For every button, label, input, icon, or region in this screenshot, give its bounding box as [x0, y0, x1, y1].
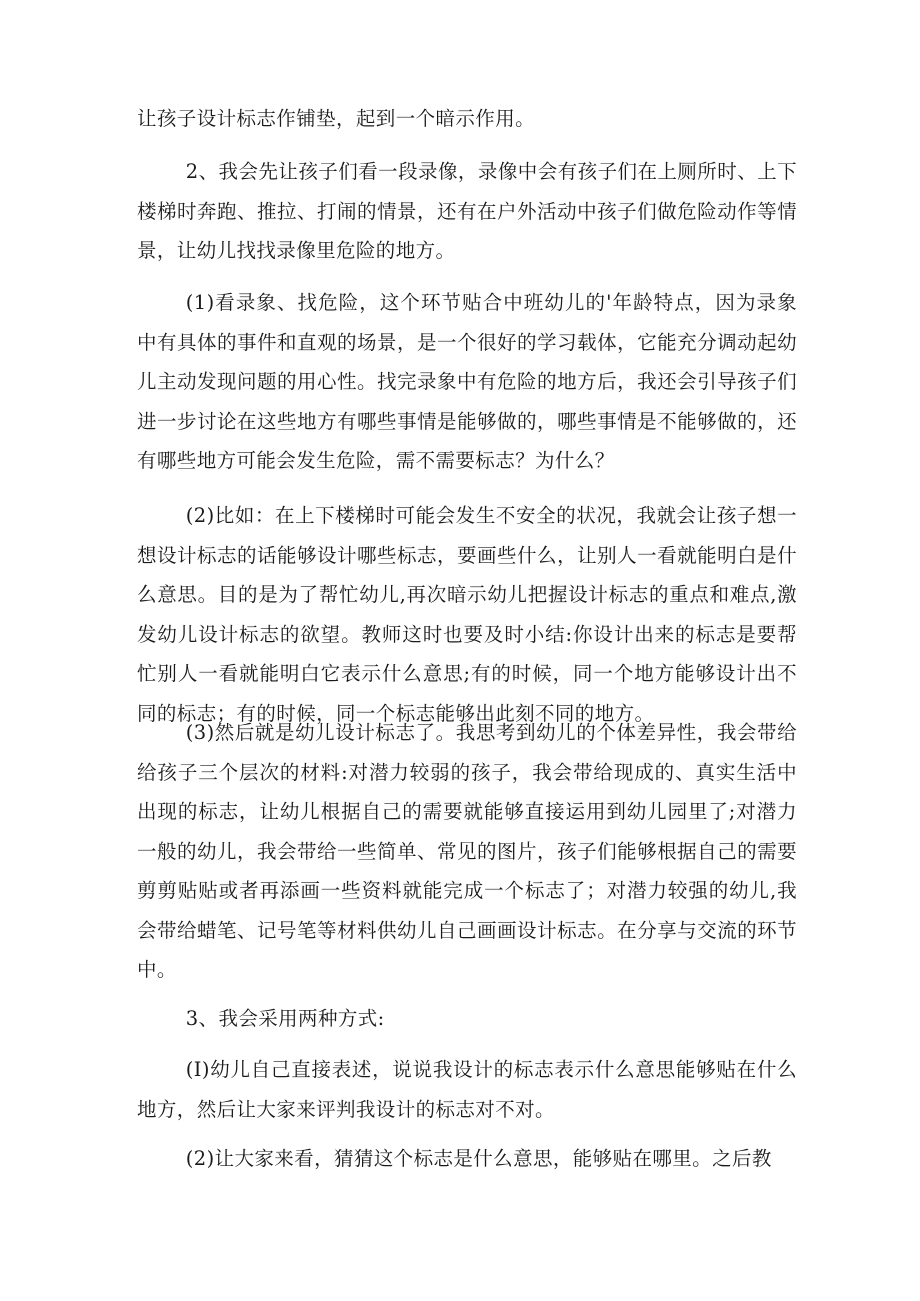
paragraph-item-3: (3)然后就是幼儿设计标志了。我思考到幼儿的个体差异性，我会带给给孩子三个层次的材料:对潜力较弱的孩子，我会带给现成的、真实生活中出现的标志，让幼儿根据自己的需要就能够直接运用到幼儿园里了;对潜力一般的幼儿，我会带给一些简单、常见的图片，孩子们能够根据自己的需要剪剪贴贴或者再添画一些资料就能完成一个标志了；对潜力较强的幼儿,我会带给蜡笔、记号笔等材料供幼儿自己画画设计标志。在分享与交流的环节中。 [137, 721, 797, 981]
paragraph-method-1: (I)幼儿自己直接表述，说说我设计的标志表示什么意思能够贴在什么地方，然后让大家来评判我设计的标志对不对。 [137, 1058, 797, 1121]
paragraph-method-2: (2)让大家来看，猜猜这个标志是什么意思，能够贴在哪里。之后教 [185, 1147, 772, 1170]
paragraph-continuation: 让孩子设计标志作铺垫，起到一个暗示作用。 [137, 107, 536, 130]
paragraph-step-3: 3、我会采用两种方式: [185, 1007, 385, 1030]
paragraph-item-1: (1)看录象、找危险，这个环节贴合中班幼儿的'年龄特点，因为录象中有具体的事件和直观的场景，是一个很好的学习载体，它能充分调动起幼儿主动发现问题的用心性。找完录象中有危险的地方后，我还会引导孩子们进一步讨论在这些地方有哪些事情是能够做的，哪些事情是不能够做的，还有哪些地方可能会发生危险，需不需要标志？为什么？ [137, 291, 797, 472]
paragraph-item-2: (2)比如：在上下楼梯时可能会发生不安全的状况，我就会让孩子想一想设计标志的话能够设计哪些标志，要画些什么，让别人一看就能明白是什么意思。目的是为了帮忙幼儿,再次暗示幼儿把握设计标志的重点和难点,激发幼儿设计标志的欲望。教师这时也要及时小结:你设计出来的标志是要帮忙别人一看就能明白它表示什么意思;有的时候，同一个地方能够设计出不同的标志；有的时候，同一个标志能够出此刻不同的地方。 [137, 504, 797, 725]
paragraph-step-2: 2、我会先让孩子们看一段录像，录像中会有孩子们在上厕所时、上下楼梯时奔跑、推拉、打闹的情景，还有在户外活动中孩子们做危险动作等情景，让幼儿找找录像里危险的地方。 [137, 160, 797, 262]
